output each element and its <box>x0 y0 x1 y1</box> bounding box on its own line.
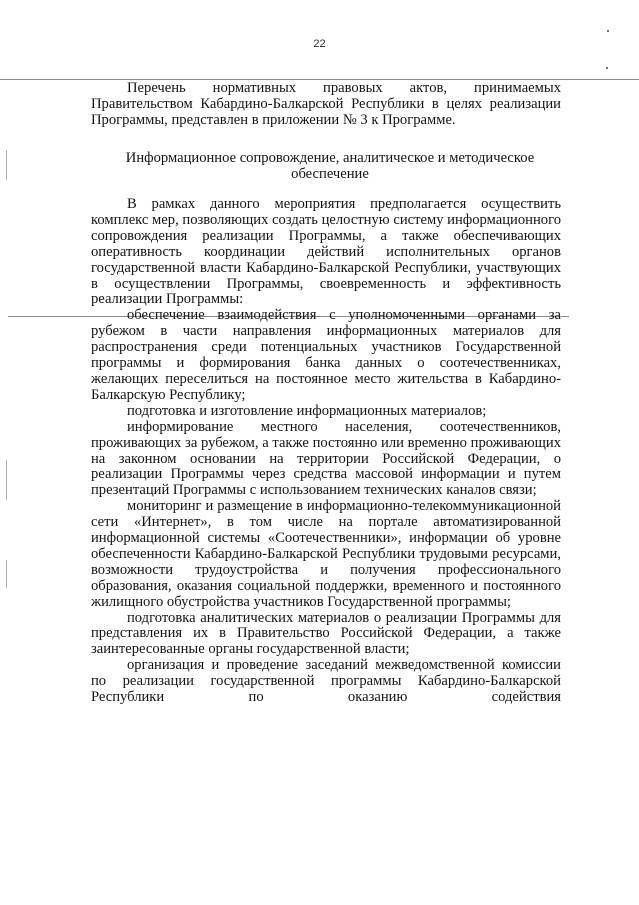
section-heading-line-2: обеспечение <box>291 166 369 182</box>
intro-block <box>91 81 561 129</box>
margin-tick-1 <box>6 150 7 180</box>
section-heading <box>100 150 560 182</box>
list-item: подготовка и изготовление информационных материалов; <box>127 402 487 419</box>
body-block <box>91 197 561 706</box>
intro-paragraph: Перечень нормативных правовых актов, принимаемых Правительством Кабардино-Балкарской Республики в целях реализации Программы, представлен в приложении № 3 к Программе. <box>91 80 561 128</box>
section-heading-line-1: Информационное сопровождение, аналитическое и методическое <box>125 150 535 166</box>
margin-tick-3 <box>6 560 7 588</box>
scan-speck-1 <box>607 30 609 32</box>
list-item: организация и проведение заседаний межведомственной комиссии по реализации государственной программы Кабардино-Балкарской Республики по оказанию содействия <box>91 657 561 706</box>
list-item: мониторинг и размещение в информационно-телекоммуникационной сети «Интернет», в том числе на портале автоматизированной информационной системы «Соотечественники», информации об уровне обеспеченности Кабардино-Балкарской Республики трудовыми ресурсами, возможности трудоустройства и получения профессионального образования, оказания социальной поддержки, временного и постоянного жилищного обустройства участников Государственной программы; <box>91 498 561 610</box>
list-item: обеспечение взаимодействия с уполномоченными органами за рубежом в части направления информационных материалов для распространения среди потенциальных участников Государственной программы и формирования банка данных о соотечественниках, желающих переселиться на постоянное место жительства в Кабардино-Балкарскую Республику; <box>91 307 561 403</box>
list-item: информирование местного населения, соотечественников, проживающих за рубежом, а также постоянно или временно проживающих на законном основании на территории Российской Федерации, о реализации Программы через средства массовой информации и путем презентаций Программы с использованием технических каналов связи; <box>91 418 561 499</box>
list-item: подготовка аналитических материалов о реализации Программы для представления их в Правительство Российской Федерации, а также заинтересованные органы государственной власти; <box>91 609 561 658</box>
page-number: 22 <box>313 38 326 50</box>
lead-paragraph: В рамках данного мероприятия предполагается осуществить комплекс мер, позволяющих создать целостную систему информационного сопровождения реализации Программы, а также обеспечивающих оперативность координации действий исполнительных органов государственной власти Кабардино-Балкарской Республики, участвующих в осуществлении Программы, своевременность и эффективность реализации Программы: <box>91 196 561 308</box>
scan-speck-2 <box>606 67 608 69</box>
margin-tick-2 <box>6 460 7 500</box>
